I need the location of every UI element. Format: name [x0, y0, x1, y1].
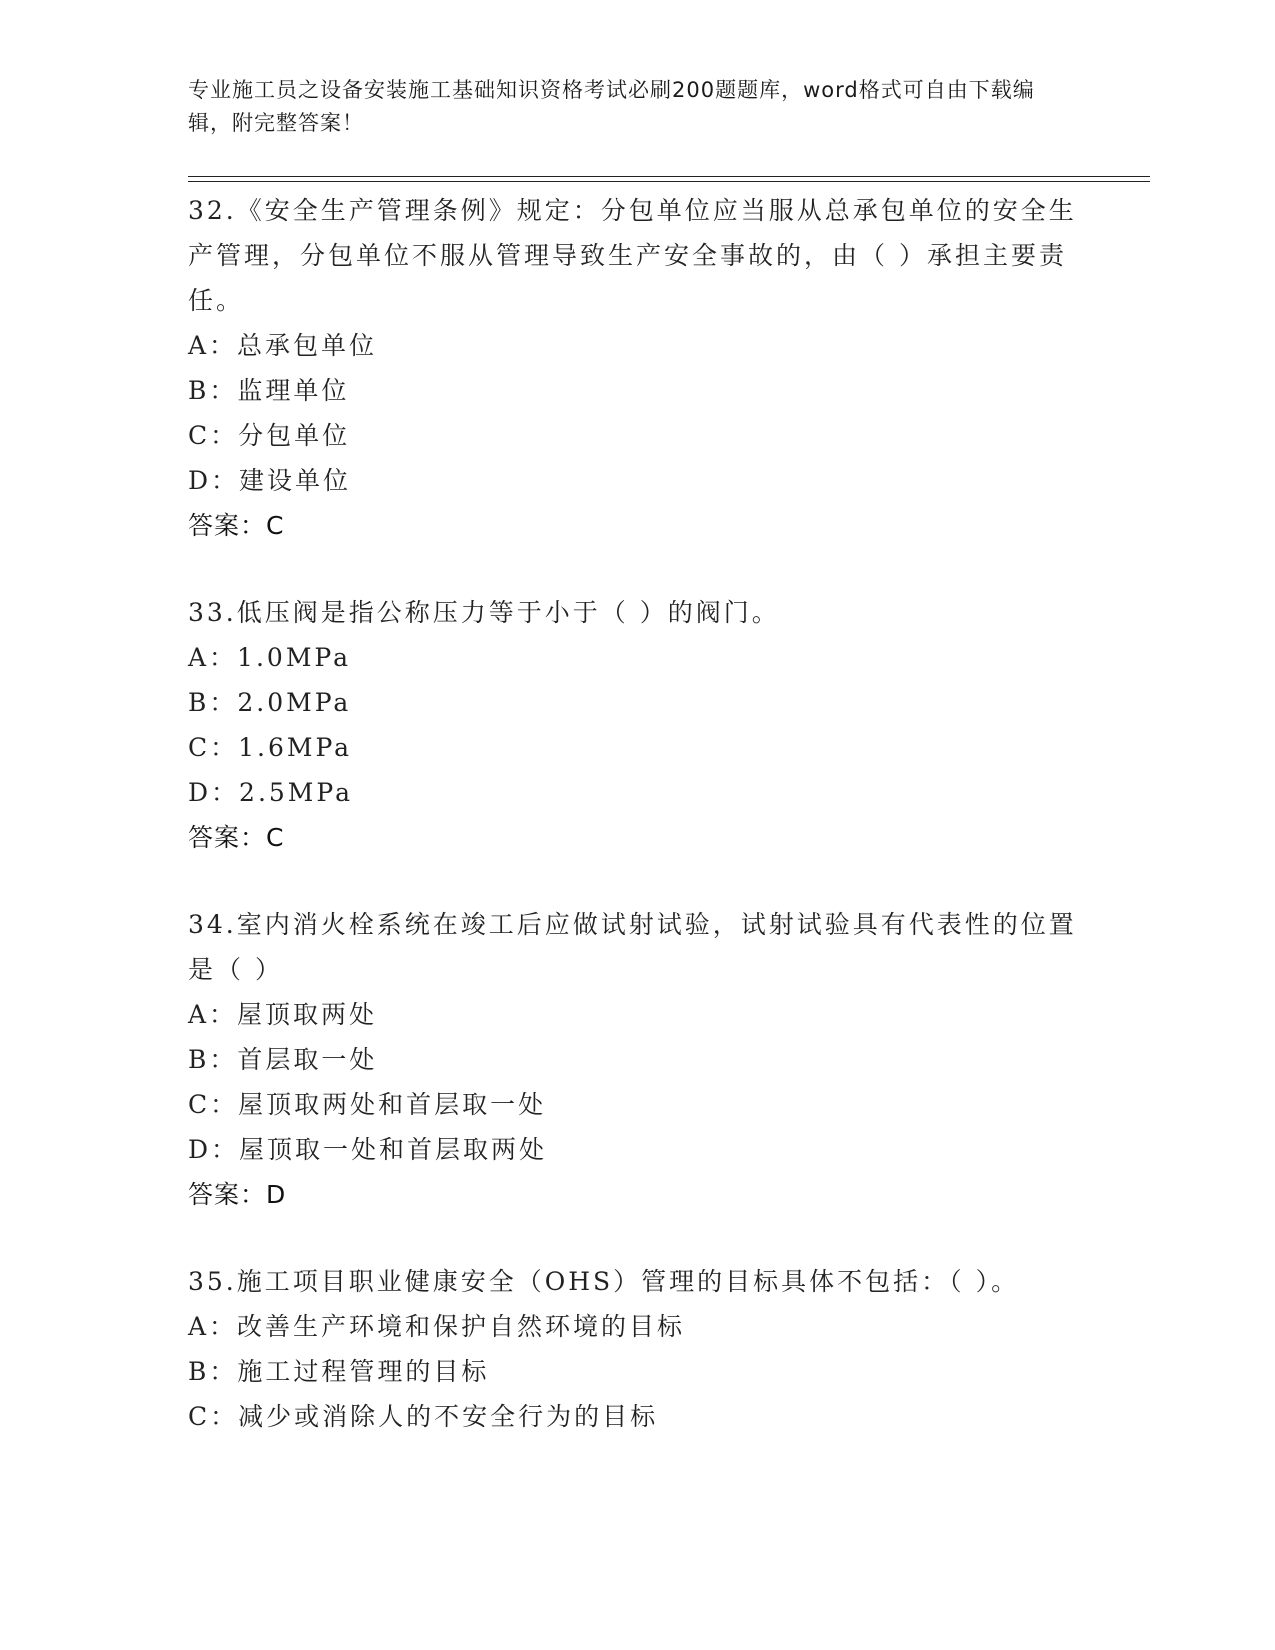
option-c: C：屋顶取两处和首层取一处 — [188, 1090, 547, 1119]
option-b: B：首层取一处 — [188, 1045, 378, 1074]
answer-label: 答案：D — [188, 1180, 287, 1209]
header-divider-top — [188, 176, 1150, 177]
question-list — [188, 188, 1088, 1480]
option-b: B：施工过程管理的目标 — [188, 1357, 490, 1386]
question-stem: 35.施工项目职业健康安全（OHS）管理的目标具体不包括：（ ）。 — [188, 1267, 1020, 1296]
option-a: A：屋顶取两处 — [188, 1000, 378, 1029]
question-34 — [188, 902, 1088, 1218]
answer-label: 答案：C — [188, 823, 285, 852]
question-32 — [188, 188, 1088, 549]
option-c: C：1.6MPa — [188, 733, 353, 762]
option-d: D：屋顶取一处和首层取两处 — [188, 1135, 548, 1164]
question-35 — [188, 1259, 1088, 1439]
document-intro: 专业施工员之设备安装施工基础知识资格考试必刷200题题库，word格式可自由下载编辑，附完整答案！ — [188, 78, 1035, 135]
question-stem: 32.《安全生产管理条例》规定：分包单位应当服从总承包单位的安全生产管理，分包单位不服从管理导致生产安全事故的，由（ ）承担主要责任。 — [188, 196, 1077, 315]
question-33 — [188, 590, 1088, 861]
option-c: C：分包单位 — [188, 421, 351, 450]
option-a: A：1.0MPa — [188, 643, 352, 672]
option-d: D：建设单位 — [188, 466, 352, 495]
option-b: B：监理单位 — [188, 376, 350, 405]
option-d: D：2.5MPa — [188, 778, 354, 807]
option-b: B：2.0MPa — [188, 688, 352, 717]
option-a: A：改善生产环境和保护自然环境的目标 — [188, 1312, 686, 1341]
header-divider-bottom — [188, 181, 1150, 182]
question-stem: 33.低压阀是指公称压力等于小于（ ）的阀门。 — [188, 598, 780, 627]
answer-label: 答案：C — [188, 511, 285, 540]
option-a: A：总承包单位 — [188, 331, 378, 360]
option-c: C：减少或消除人的不安全行为的目标 — [188, 1402, 659, 1431]
question-stem: 34.室内消火栓系统在竣工后应做试射试验，试射试验具有代表性的位置是（ ） — [188, 910, 1077, 984]
